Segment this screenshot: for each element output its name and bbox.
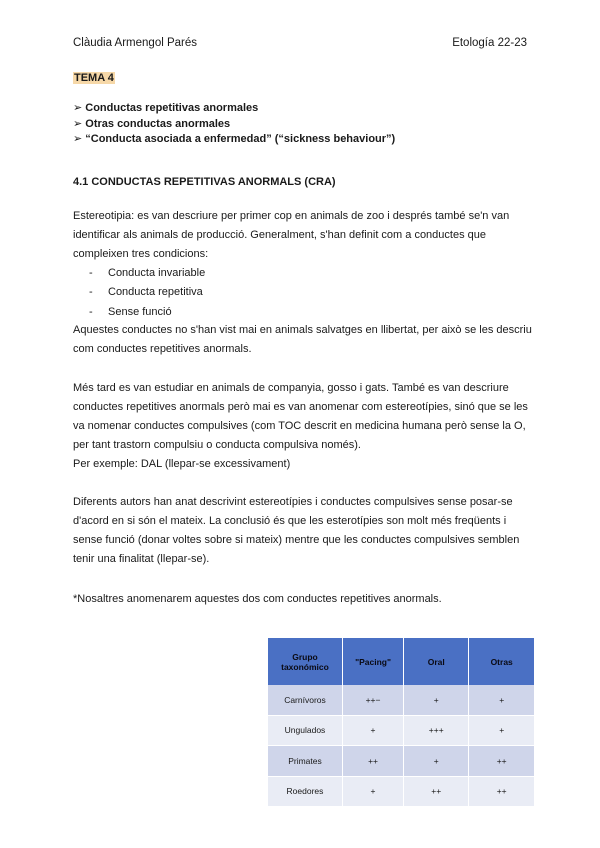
table-cell: Roedores [268,776,342,807]
table-cell: + [469,685,534,715]
table-header: Grupo taxonómico [268,638,342,685]
table-cell: ++ [404,776,469,807]
table-cell: + [469,715,534,746]
table-header: "Pacing" [342,638,403,685]
header-course: Etología 22-23 [452,37,527,49]
table-cell: Ungulados [268,715,342,746]
table-header: Oral [404,638,469,685]
taxonomic-table [268,638,534,807]
list-item: - Conducta repetitiva [89,286,203,299]
table-cell: + [404,746,469,777]
outline-item: ➢ Otras conductas anormales [73,117,231,130]
paragraph-authors: Diferents autors han anat descrivint estereotípies i conductes compulsives sense posar-se d'acord en si són el mateix. La conclusió és que les esterotípies son molt més freqüents i sense funció (donar voltes sobre si mateix) mentre que les conductes compulsives semblen tenir una finalitat (llepar-se). [73,496,520,565]
table-cell: ++ [469,776,534,807]
outline-item: ➢ Conductas repetitivas anormales [73,102,259,114]
table-cell: + [342,715,403,746]
table-cell: + [342,776,403,807]
conditions-list [89,264,205,322]
table-cell: Carnívoros [268,685,342,715]
table-row [268,715,534,746]
paragraph-note: *Nosaltres anomenarem aquestes dos com conductes repetitives anormals. [73,593,442,605]
table-cell: +++ [404,715,469,746]
table-header: Otras [469,638,534,685]
table-row [268,746,534,777]
table-cell: + [404,685,469,715]
table-cell: ++− [342,685,403,715]
outline-item: ➢ “Conducta asociada a enfermedad” (“sickness behaviour”) [73,133,396,145]
paragraph-companion-animals: Més tard es van estudiar en animals de companyia, gosso i gats. També es van descriure conductes repetitives anormals però mai es van anomenar com estereotípies, sinó que se les va nomenar conductes compulsives (com TOC descrit en medicina humana però sense la O, per tant trastorn compulsiu o conducta compulsiva només). [73,382,528,451]
topic-label: TEMA 4 [74,72,114,84]
table-cell: ++ [342,746,403,777]
section-title: 4.1 CONDUCTAS REPETITIVAS ANORMALS (CRA) [73,176,336,188]
table-cell: Primates [268,746,342,777]
list-item: - Sense funció [89,305,172,318]
table-cell: ++ [469,746,534,777]
intro-paragraph: Estereotipia: es van descriure per primer cop en animals de zoo i després també se'n van identificar als animals de producció. Generalment, s'han definit com a conductes que compleixen tres condicions: [73,210,510,260]
table-row [268,776,534,807]
header-author: Clàudia Armengol Parés [73,37,198,49]
list-item: - Conducta invariable [89,267,206,279]
table-row [268,685,534,715]
paragraph-wild-animals: Aquestes conductes no s'han vist mai en animals salvatges en llibertat, per això se les descriu com conductes repetitives anormals. [73,324,532,355]
topic-outline [73,101,395,148]
paragraph-example: Per exemple: DAL (llepar-se excessivament) [73,458,291,470]
